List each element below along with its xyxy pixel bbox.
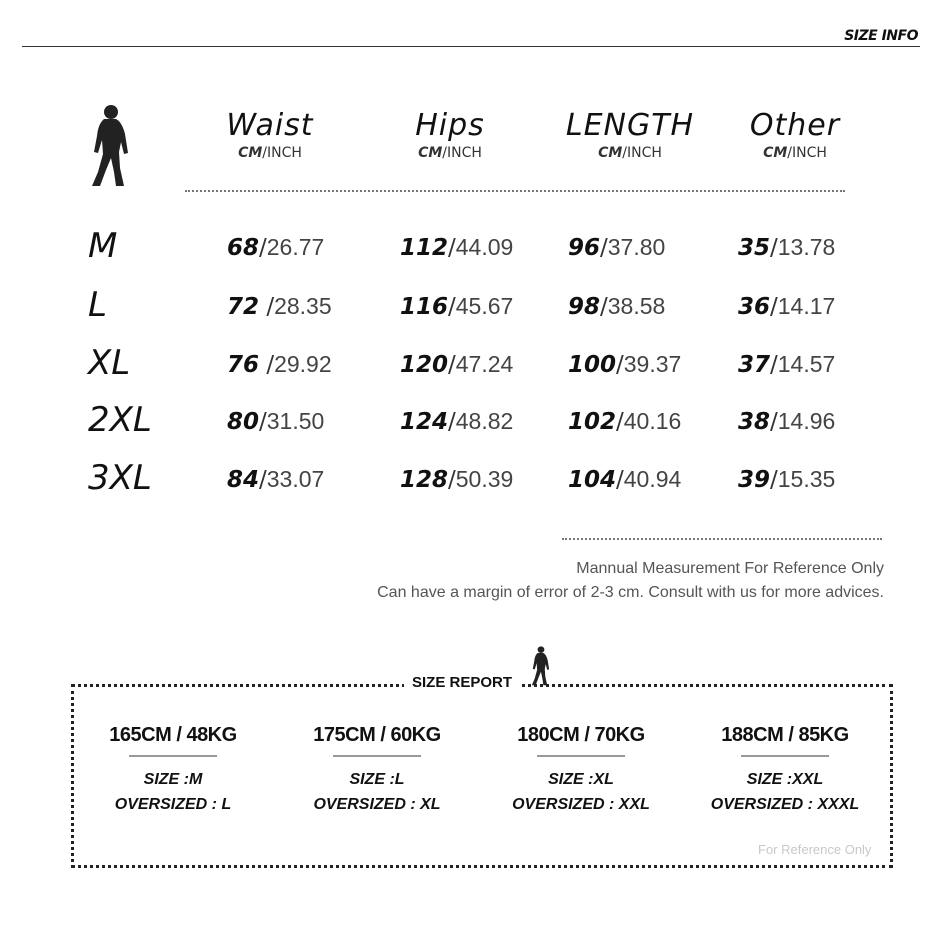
unit-inch: /INCH [622,145,662,161]
measurement-cell [227,234,324,261]
value-inch: 31.50 [266,408,325,434]
value-inch: 28.35 [274,293,332,319]
size-label: M [88,226,118,266]
value-cm: 76 [227,352,260,378]
measurement-cell [568,466,681,493]
measurement-cell [400,293,513,320]
value-inch: 50.39 [455,466,514,492]
height-weight: 165CM / 48KG [109,724,237,746]
measurement-cell [568,293,665,320]
value-separator: / [770,409,778,435]
value-separator: / [448,294,456,320]
size-report-item [685,724,885,817]
column-header-2 [545,108,715,161]
measurement-cell [568,234,665,261]
measurement-cell [400,408,513,435]
value-separator: / [259,294,275,320]
value-inch: 14.96 [777,408,836,434]
header-dotted-divider [185,190,845,192]
value-inch: 40.94 [623,466,682,492]
value-separator: / [616,352,624,378]
size-report-item [277,724,477,817]
measurement-cell [738,234,835,261]
value-inch: 44.09 [455,234,514,260]
unit-cm: CM [238,145,263,161]
measurement-cell [738,293,835,320]
column-title: Hips [415,108,485,143]
value-separator: / [600,294,608,320]
recommended-size: SIZE :XXL [746,771,824,788]
oversized-size: OVERSIZED : XXL [512,796,650,813]
value-cm: 37 [738,352,771,378]
size-label: L [88,285,107,325]
value-cm: 116 [400,294,449,320]
oversized-size: OVERSIZED : XL [313,796,441,813]
value-cm: 112 [400,235,449,261]
value-inch: 13.78 [777,234,836,260]
value-inch: 45.67 [455,293,514,319]
size-report-title: SIZE REPORT [404,674,520,691]
value-cm: 104 [568,467,617,493]
column-unit [365,145,535,161]
unit-inch: /INCH [787,145,827,161]
notes-dotted-divider [562,538,882,540]
value-cm: 72 [227,294,260,320]
measurement-cell [227,408,324,435]
measurement-cell [400,466,513,493]
size-label: 3XL [88,458,152,498]
height-weight: 175CM / 60KG [313,724,441,746]
size-report-item [481,724,681,817]
value-separator: / [770,294,778,320]
recommended-size: SIZE :L [349,771,405,788]
value-separator: / [770,352,778,378]
value-inch: 33.07 [266,466,325,492]
measurement-cell [738,351,835,378]
value-cm: 102 [568,409,617,435]
value-cm: 38 [738,409,771,435]
measurement-cell [400,234,513,261]
value-inch: 39.37 [623,351,682,377]
item-divider [129,755,217,757]
measurement-cell [738,408,835,435]
value-cm: 120 [400,352,449,378]
value-inch: 14.17 [777,293,836,319]
height-weight: 188CM / 85KG [721,724,849,746]
value-cm: 128 [400,467,449,493]
value-cm: 80 [227,409,260,435]
height-weight: 180CM / 70KG [517,724,645,746]
value-separator: / [448,409,456,435]
value-separator: / [448,352,456,378]
value-separator: / [259,467,267,493]
measurement-cell [738,466,835,493]
measurement-cell [400,351,513,378]
value-cm: 100 [568,352,617,378]
column-unit [545,145,715,161]
oversized-size: OVERSIZED : XXXL [710,796,860,813]
value-cm: 124 [400,409,449,435]
column-header-3 [710,108,880,161]
note-margin: Can have a margin of error of 2-3 cm. Consult with us for more advices. [377,584,884,601]
value-cm: 98 [568,294,601,320]
value-cm: 68 [227,235,260,261]
person-silhouette-small-icon [528,642,552,690]
column-header-0 [185,108,355,161]
value-cm: 36 [738,294,771,320]
item-divider [333,755,421,757]
item-divider [741,755,829,757]
note-measurement: Mannual Measurement For Reference Only [576,560,884,577]
value-separator: / [770,467,778,493]
recommended-size: SIZE :M [143,771,203,788]
column-header-1 [365,108,535,161]
value-inch: 15.35 [777,466,836,492]
value-inch: 47.24 [455,351,514,377]
value-separator: / [259,409,267,435]
measurement-cell [227,351,332,378]
value-inch: 26.77 [266,234,325,260]
measurement-cell [568,408,681,435]
item-divider [537,755,625,757]
measurement-cell [227,466,324,493]
unit-cm: CM [598,145,623,161]
value-inch: 29.92 [274,351,332,377]
value-cm: 84 [227,467,260,493]
size-info-title: SIZE INFO [844,28,918,44]
reference-only-note: For Reference Only [758,842,872,857]
value-cm: 96 [568,235,601,261]
unit-inch: /INCH [442,145,482,161]
value-inch: 48.82 [455,408,514,434]
value-separator: / [259,352,275,378]
value-separator: / [600,235,608,261]
recommended-size: SIZE :XL [548,771,614,788]
size-label: XL [88,343,131,383]
oversized-size: OVERSIZED : L [114,796,232,813]
value-inch: 40.16 [623,408,682,434]
column-title: Other [749,108,841,143]
column-title: Waist [226,108,314,143]
value-separator: / [259,235,267,261]
value-separator: / [448,235,456,261]
value-separator: / [448,467,456,493]
unit-inch: /INCH [262,145,302,161]
value-inch: 37.80 [607,234,666,260]
column-title: LENGTH [565,108,695,143]
unit-cm: CM [418,145,443,161]
size-label: 2XL [88,400,152,440]
value-separator: / [616,467,624,493]
size-report-item [73,724,273,817]
column-unit [710,145,880,161]
measurement-cell [568,351,681,378]
column-unit [185,145,355,161]
unit-cm: CM [763,145,788,161]
value-cm: 35 [738,235,771,261]
person-silhouette-icon [84,102,134,190]
value-inch: 14.57 [777,351,836,377]
measurement-cell [227,293,332,320]
value-cm: 39 [738,467,771,493]
value-separator: / [616,409,624,435]
value-separator: / [770,235,778,261]
value-inch: 38.58 [607,293,666,319]
top-divider [22,46,920,47]
